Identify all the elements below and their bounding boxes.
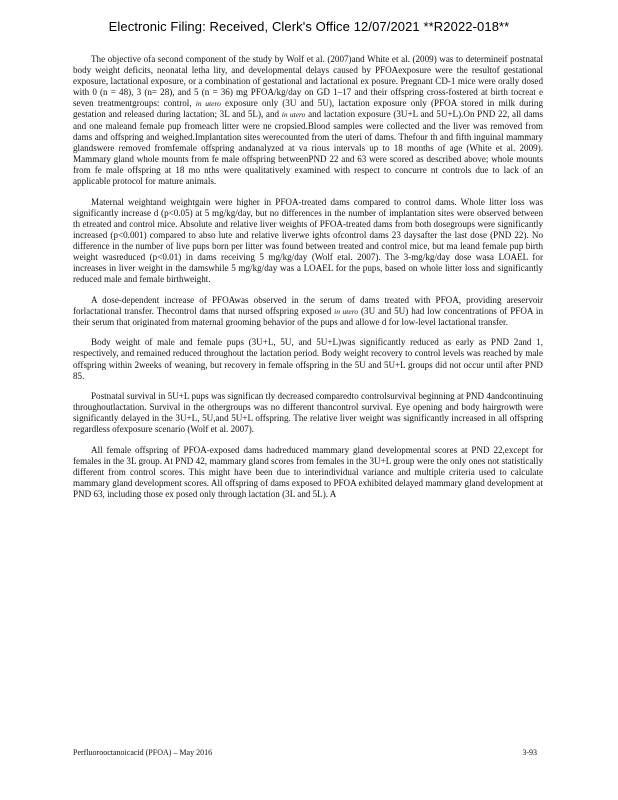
- document-body: [73, 54, 543, 510]
- paragraph-text: exposure only (3U and 5U), lactation exposure only (PFOA stored in milk during gestation and released during lactation; 3L and 5L), and: [73, 98, 544, 120]
- paragraph-body-weight: Body weight of male and female pups (3U+L, 5U, and 5U+L)was significantly reduced as early as PND 2and 1, respectively, and remained reduced throughout the lactation period. Body weight recovery to control levels was reached by male offspring within 2weeks of weaning, but recovery in female offspring in the 5U and 5U+L groups did not occur until after PND 85.: [73, 337, 543, 381]
- paragraph-text: The objective ofa second component of the study by Wolf et al. (2007)and White et al. (2009) was to determineif postnatal body weight deficits, neonatal letha lity, and developmental delays caused by PFOAexposure were the resultof gestational exposure, lactational exposure, or a combination of gestational and lactational ex posure. Pregnant CD-1 mice were orally dosed with 0 (n = 48), 3 (n= 28), and 5 (n = 36) mg PFOA/kg/day on GD 1–17 and their offspring cross-fostered at birth tocreat e seven treatmentgroups: control,: [73, 54, 543, 109]
- paragraph-survival: Postnatal survival in 5U+L pups was significan tly decreased comparedto controlsurvival beginning at PND 4andcontinuing throughoutlactation. Survival in the othergroups was no different thancontrol survival. Eye opening and body hairgrowth were significantly delayed in the 3U+L, 5U,and 5U+L offspring. The relative liver weight was significantly increased in all offspring regardless ofexposure scenario (Wolf et al. 2007).: [73, 391, 543, 435]
- italic-term: in utero: [334, 306, 359, 316]
- footer-document-title: Perfluorooctanoicacid (PFOA) – May 2016: [73, 748, 213, 757]
- page-number: 3-93: [522, 748, 537, 757]
- paragraph-maternal-results: Maternal weightand weightgain were higher in PFOA-treated dams compared to control dams. Whole litter loss was significantly increase d (p<0.05) at 5 mg/kg/day, but no differences in the number of implantation sites were observed between th etreated and control mice. Absolute and relative liver weights of PFOA-treated dams from both dosegroups were significantly increased (p<0.001) compared to abso lute and relative liverwe ights ofcontrol dams 23 daysafter the last dose (PND 22). No difference in the number of live pups born per litter was found between treated and control mice, but ma leand female pup birth weight wasreduced (p<0.01) in dams receiving 5 mg/kg/day (Wolf etal. 2007). The 3-mg/kg/day dose wasa LOAEL for increases in liver weight in the damswhile 5 mg/kg/day was a LOAEL for the pups, based on whole litter loss and significantly reduced male and female birthweight.: [73, 196, 543, 285]
- paragraph-mammary-gland: All female offspring of PFOA-exposed dams hadreduced mammary gland developmental scores at PND 22,except for females in the 3L group. At PND 42, mammary gland scores from females in the 3U+L group were the only ones not statistically different from control scores. This might have been due to interindividual variance and multiple criteria used to calculate mammary gland development scores. All offspring of dams exposed to PFOA exhibited delayed mammary gland development at PND 63, including those ex posed only through lactation (3L and 5L). A: [73, 444, 543, 500]
- filing-header: Electronic Filing: Received, Clerk's Office 12/07/2021 **R2022-018**: [108, 19, 510, 34]
- italic-term: in utero: [281, 110, 306, 120]
- paragraph-text: and lactation exposure (3U+L and 5U+L).On PND 22, all dams and one maleand female pup fromeach litter were ne cropsied.Blood samples were collected and the liver was removed from dams and offspring and weighed.Implantation sites werecounted from the uteri of dams. Thefour th and fifth inguinal mammary glandswere removed fromfemale offspring andanalyzed at va rious intervals up to 18 months of age (White et al. 2009). Mammary gland whole mounts from fe male offspring betweenPND 22 and 63 were scored as described above; whole mounts from fe male offspring at 18 mo nths were qualitatively examined with respect to concurre nt controls due to lack of an applicable protocol for mature animals.: [73, 109, 543, 187]
- paragraph-serum-results: [73, 295, 543, 328]
- paragraph-text: A dose-dependent increase of PFOAwas observed in the serum of dams treated with PFOA, providing areservoir forlactational transfer. Thecontrol dams that nursed offspring exposed: [73, 294, 543, 316]
- paragraph-text: (3U and 5U) had low concentrations of PFOA in their serum that originated from maternal grooming behavior of the pups and allowe d for low-level lactational transfer.: [73, 305, 543, 327]
- paragraph-study-design: [73, 54, 543, 187]
- italic-term: in utero: [195, 99, 221, 109]
